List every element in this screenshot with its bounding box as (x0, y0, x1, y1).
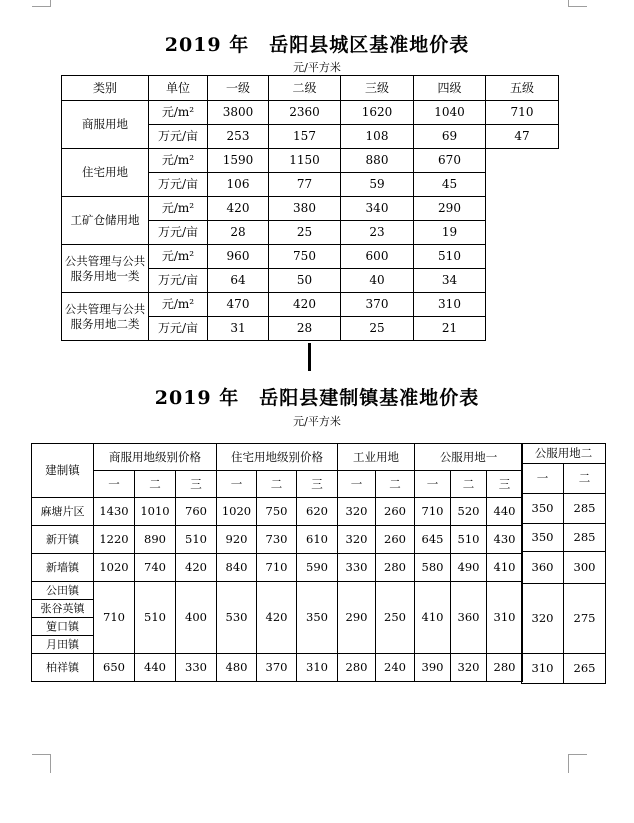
town-price-table-extra-columns (521, 443, 606, 684)
value-cell: 25 (341, 317, 414, 341)
empty-cell (486, 269, 559, 293)
crop-mark-bottom-right-icon (568, 754, 587, 773)
header-cell: 三级 (341, 76, 414, 101)
category-cell: 公共管理与公共服务用地一类 (62, 245, 149, 293)
value-cell: 710 (94, 582, 135, 654)
value-cell: 590 (297, 554, 338, 582)
value-cell: 350 (297, 582, 338, 654)
extra-group-header-row (522, 444, 606, 464)
town-name-cell: 新开镇 (32, 526, 94, 554)
value-cell: 330 (176, 654, 217, 682)
header-cell: 一级 (208, 76, 269, 101)
value-cell: 880 (341, 149, 414, 173)
category-cell: 公共管理与公共服务用地二类 (62, 293, 149, 341)
value-cell: 600 (341, 245, 414, 269)
crop-mark-bottom-left-icon (32, 754, 51, 773)
extra-grade-header-row (522, 464, 606, 494)
value-cell: 1020 (217, 498, 257, 526)
value-cell: 280 (487, 654, 523, 682)
value-cell: 77 (269, 173, 341, 197)
town-name-cell: 新墙镇 (32, 554, 94, 582)
value-cell: 710 (415, 498, 451, 526)
value-cell: 280 (338, 654, 376, 682)
value-cell: 410 (415, 582, 451, 654)
value-cell: 59 (341, 173, 414, 197)
value-cell: 530 (217, 582, 257, 654)
value-cell: 440 (135, 654, 176, 682)
value-cell: 620 (297, 498, 338, 526)
header-cell: 二级 (269, 76, 341, 101)
town-table-row (32, 654, 523, 682)
value-cell: 580 (415, 554, 451, 582)
value-cell: 69 (414, 125, 486, 149)
empty-cell (486, 221, 559, 245)
value-cell: 360 (451, 582, 487, 654)
city-table-row (62, 245, 559, 269)
town-table-title: 2019 年 岳阳县建制镇基准地价表 (154, 387, 480, 409)
city-price-table (61, 75, 559, 341)
value-cell: 330 (338, 554, 376, 582)
town-table-row (32, 526, 523, 554)
town-name-cell: 月田镇 (32, 636, 94, 654)
town-table-header-row-1 (32, 444, 523, 471)
value-cell: 510 (414, 245, 486, 269)
city-table-unit-note: 元/平方米 (293, 61, 341, 74)
grade-header-cell: 二 (135, 471, 176, 498)
extra-value-row (522, 654, 606, 684)
value-cell: 920 (217, 526, 257, 554)
city-table-header-row (62, 76, 559, 101)
town-table-row (32, 498, 523, 526)
empty-cell (486, 149, 559, 173)
value-cell: 645 (415, 526, 451, 554)
value-cell: 440 (487, 498, 523, 526)
unit-cell: 元/m² (149, 245, 208, 269)
value-cell: 300 (564, 552, 606, 584)
city-table-row (62, 149, 559, 173)
value-cell: 2360 (269, 101, 341, 125)
value-cell: 420 (176, 554, 217, 582)
value-cell: 420 (269, 293, 341, 317)
header-cell: 五级 (486, 76, 559, 101)
city-table-row (62, 293, 559, 317)
value-cell: 1620 (341, 101, 414, 125)
extra-value-row (522, 494, 606, 524)
value-cell: 28 (269, 317, 341, 341)
value-cell: 410 (487, 554, 523, 582)
unit-cell: 元/m² (149, 293, 208, 317)
value-cell: 520 (451, 498, 487, 526)
value-cell: 350 (522, 524, 564, 552)
unit-cell: 万元/亩 (149, 125, 208, 149)
value-cell: 253 (208, 125, 269, 149)
extra-value-row (522, 584, 606, 654)
value-cell: 370 (257, 654, 297, 682)
value-cell: 1010 (135, 498, 176, 526)
value-cell: 760 (176, 498, 217, 526)
value-cell: 370 (341, 293, 414, 317)
value-cell: 710 (486, 101, 559, 125)
value-cell: 490 (451, 554, 487, 582)
empty-cell (486, 293, 559, 317)
grade-header-cell: 一 (217, 471, 257, 498)
value-cell: 280 (376, 554, 415, 582)
value-cell: 50 (269, 269, 341, 293)
value-cell: 1150 (269, 149, 341, 173)
value-cell: 40 (341, 269, 414, 293)
value-cell: 510 (176, 526, 217, 554)
unit-cell: 万元/亩 (149, 173, 208, 197)
header-cell: 四级 (414, 76, 486, 101)
unit-cell: 元/m² (149, 101, 208, 125)
value-cell: 400 (176, 582, 217, 654)
value-cell: 19 (414, 221, 486, 245)
group-header-cell: 工业用地 (338, 444, 415, 471)
value-cell: 840 (217, 554, 257, 582)
value-cell: 420 (257, 582, 297, 654)
value-cell: 320 (451, 654, 487, 682)
town-table-row (32, 582, 523, 600)
value-cell: 64 (208, 269, 269, 293)
grade-header-cell: 三 (176, 471, 217, 498)
category-cell: 商服用地 (62, 101, 149, 149)
empty-cell (486, 197, 559, 221)
grade-header-cell: 二 (564, 464, 606, 494)
unit-cell: 万元/亩 (149, 221, 208, 245)
value-cell: 310 (522, 654, 564, 684)
extra-value-row (522, 524, 606, 552)
value-cell: 310 (414, 293, 486, 317)
group-header-cell: 商服用地级别价格 (94, 444, 217, 471)
value-cell: 1220 (94, 526, 135, 554)
town-table-header-row-2 (32, 471, 523, 498)
header-cell: 单位 (149, 76, 208, 101)
value-cell: 610 (297, 526, 338, 554)
grade-header-cell: 二 (257, 471, 297, 498)
value-cell: 350 (522, 494, 564, 524)
group-header-cell: 住宅用地级别价格 (217, 444, 338, 471)
grade-header-cell: 一 (522, 464, 564, 494)
value-cell: 34 (414, 269, 486, 293)
value-cell: 290 (414, 197, 486, 221)
value-cell: 21 (414, 317, 486, 341)
value-cell: 260 (376, 498, 415, 526)
grade-header-cell: 二 (376, 471, 415, 498)
value-cell: 430 (487, 526, 523, 554)
value-cell: 250 (376, 582, 415, 654)
grade-header-cell: 三 (297, 471, 338, 498)
unit-cell: 元/m² (149, 149, 208, 173)
value-cell: 420 (208, 197, 269, 221)
group-header-cell: 公服用地二 (522, 444, 606, 464)
vertical-divider-mark (308, 343, 311, 371)
city-table-title: 2019 年 岳阳县城区基准地价表 (164, 34, 470, 56)
value-cell: 1020 (94, 554, 135, 582)
value-cell: 960 (208, 245, 269, 269)
value-cell: 390 (415, 654, 451, 682)
value-cell: 275 (564, 584, 606, 654)
city-table-row (62, 197, 559, 221)
value-cell: 470 (208, 293, 269, 317)
value-cell: 157 (269, 125, 341, 149)
empty-cell (486, 245, 559, 269)
crop-mark-top-right-icon (568, 0, 587, 7)
value-cell: 25 (269, 221, 341, 245)
value-cell: 750 (257, 498, 297, 526)
value-cell: 510 (135, 582, 176, 654)
town-name-cell: 公田镇 (32, 582, 94, 600)
value-cell: 106 (208, 173, 269, 197)
value-cell: 31 (208, 317, 269, 341)
group-header-cell: 公服用地一 (415, 444, 523, 471)
unit-cell: 万元/亩 (149, 317, 208, 341)
value-cell: 310 (487, 582, 523, 654)
header-cell: 类别 (62, 76, 149, 101)
value-cell: 360 (522, 552, 564, 584)
town-name-cell: 筻口镇 (32, 618, 94, 636)
value-cell: 1040 (414, 101, 486, 125)
town-name-cell: 柏祥镇 (32, 654, 94, 682)
value-cell: 320 (338, 498, 376, 526)
value-cell: 45 (414, 173, 486, 197)
value-cell: 3800 (208, 101, 269, 125)
value-cell: 310 (297, 654, 338, 682)
value-cell: 290 (338, 582, 376, 654)
value-cell: 1590 (208, 149, 269, 173)
value-cell: 265 (564, 654, 606, 684)
value-cell: 260 (376, 526, 415, 554)
value-cell: 480 (217, 654, 257, 682)
value-cell: 240 (376, 654, 415, 682)
value-cell: 28 (208, 221, 269, 245)
value-cell: 670 (414, 149, 486, 173)
extra-value-row (522, 552, 606, 584)
value-cell: 650 (94, 654, 135, 682)
value-cell: 23 (341, 221, 414, 245)
category-cell: 工矿仓储用地 (62, 197, 149, 245)
grade-header-cell: 三 (487, 471, 523, 498)
empty-cell (486, 173, 559, 197)
value-cell: 320 (338, 526, 376, 554)
town-table-row (32, 554, 523, 582)
value-cell: 740 (135, 554, 176, 582)
town-price-table (31, 443, 523, 682)
value-cell: 108 (341, 125, 414, 149)
value-cell: 285 (564, 524, 606, 552)
value-cell: 710 (257, 554, 297, 582)
value-cell: 890 (135, 526, 176, 554)
value-cell: 750 (269, 245, 341, 269)
grade-header-cell: 一 (94, 471, 135, 498)
value-cell: 510 (451, 526, 487, 554)
town-name-cell: 张谷英镇 (32, 600, 94, 618)
crop-mark-top-left-icon (32, 0, 51, 7)
value-cell: 47 (486, 125, 559, 149)
value-cell: 380 (269, 197, 341, 221)
category-cell: 住宅用地 (62, 149, 149, 197)
unit-cell: 万元/亩 (149, 269, 208, 293)
grade-header-cell: 一 (415, 471, 451, 498)
value-cell: 320 (522, 584, 564, 654)
value-cell: 285 (564, 494, 606, 524)
city-table-row (62, 101, 559, 125)
value-cell: 730 (257, 526, 297, 554)
empty-cell (486, 317, 559, 341)
grade-header-cell: 一 (338, 471, 376, 498)
grade-header-cell: 二 (451, 471, 487, 498)
unit-cell: 元/m² (149, 197, 208, 221)
town-name-cell: 麻塘片区 (32, 498, 94, 526)
town-header-cell: 建制镇 (32, 444, 94, 498)
town-table-unit-note: 元/平方米 (293, 415, 341, 428)
value-cell: 340 (341, 197, 414, 221)
value-cell: 1430 (94, 498, 135, 526)
